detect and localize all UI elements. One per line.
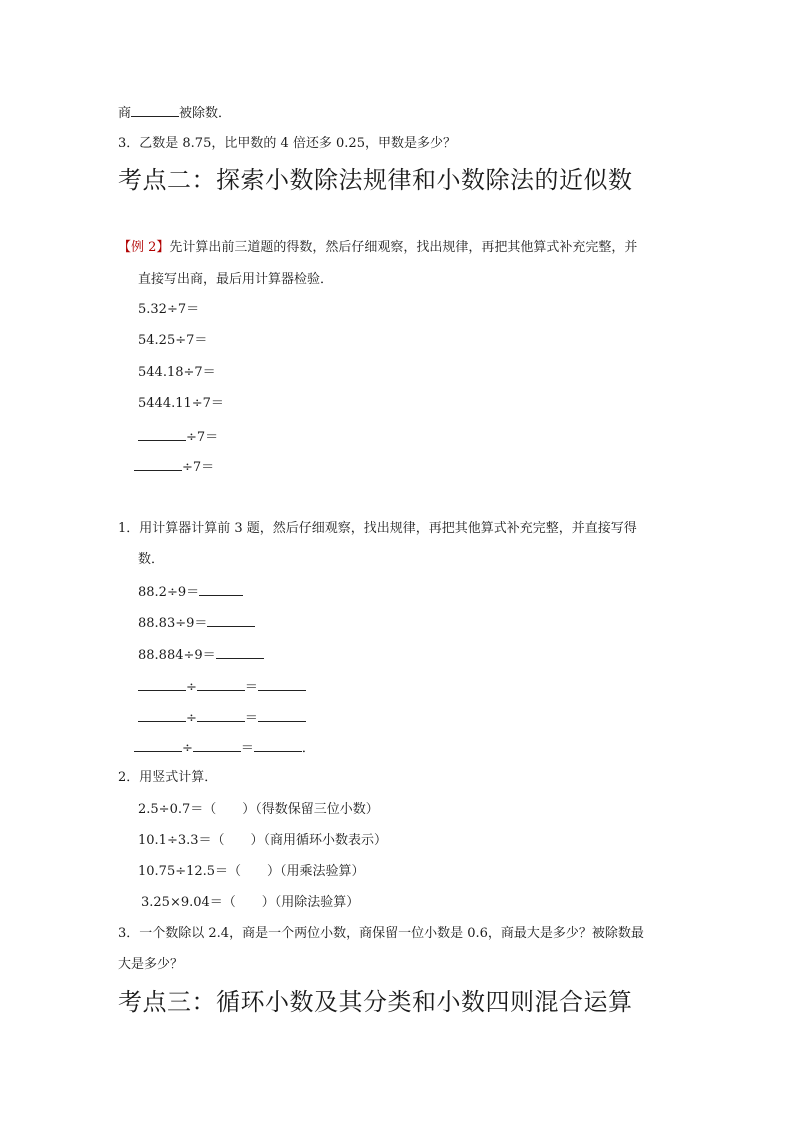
answer-blank[interactable] — [207, 614, 255, 627]
problem-3-line-2: 大是多少？ — [118, 957, 184, 972]
answer-blank[interactable] — [138, 428, 186, 441]
question-3: 3．乙数是 8.75，比甲数的 4 倍还多 0.25，甲数是多少？ — [118, 136, 456, 151]
operator: ＝ — [244, 711, 258, 726]
example-equation-5 — [138, 428, 218, 446]
line-quotient-vs-dividend — [118, 104, 231, 122]
equation-tail: ÷7＝ — [182, 460, 215, 475]
section-heading-2: 考点二：探索小数除法规律和小数除法的近似数 — [118, 166, 633, 194]
answer-blank[interactable] — [254, 739, 302, 752]
answer-blank[interactable] — [131, 104, 179, 117]
problem-2-item-4: 3.25×9.04＝（ ）（用除法验算） — [141, 895, 360, 910]
operator: ＝ — [240, 741, 254, 756]
operator: ÷ — [182, 741, 193, 756]
problem-2-title: 2．用竖式计算． — [118, 770, 218, 785]
problem-1-line-1: 1．用计算器计算前 3 题，然后仔细观察，找出规律，再把其他算式补充完整，并直接写得 — [118, 521, 637, 536]
equation-text: 88.2÷9＝ — [138, 585, 200, 600]
answer-blank[interactable] — [216, 646, 264, 659]
operator: ÷ — [186, 680, 197, 695]
operator: ÷ — [186, 711, 197, 726]
problem-1-equation-2 — [138, 614, 255, 632]
answer-blank[interactable] — [258, 678, 306, 691]
equation-tail: ÷7＝ — [186, 430, 219, 445]
equation-text: 88.884÷9＝ — [138, 648, 216, 663]
section-heading-3: 考点三：循环小数及其分类和小数四则混合运算 — [118, 988, 633, 1016]
problem-1-line-2: 数． — [138, 552, 165, 567]
problem-1-equation-1 — [138, 583, 243, 601]
example-equation-2: 54.25÷7＝ — [138, 333, 208, 348]
equation-text: 88.83÷9＝ — [138, 616, 208, 631]
problem-1-equation-3 — [138, 646, 264, 664]
problem-3-line-1: 3．一个数除以 2.4，商是一个两位小数，商保留一位小数是 0.6，商最大是多少？被除数最 — [118, 926, 644, 941]
answer-blank[interactable] — [258, 709, 306, 722]
answer-blank[interactable] — [199, 583, 243, 596]
answer-blank[interactable] — [138, 678, 186, 691]
example-equation-1: 5.32÷7＝ — [138, 302, 200, 317]
example-tag: 【例 2】 — [118, 240, 170, 255]
answer-blank[interactable] — [197, 678, 245, 691]
answer-blank[interactable] — [134, 739, 182, 752]
text-quotient: 商 — [118, 106, 132, 121]
period: ． — [301, 741, 315, 756]
answer-blank[interactable] — [193, 739, 241, 752]
problem-1-equation-5 — [138, 709, 306, 727]
example-equation-6 — [134, 458, 214, 476]
problem-2-item-1: 2.5÷0.7＝（ ）（得数保留三位小数） — [138, 802, 379, 817]
problem-1-equation-6 — [134, 739, 315, 757]
text-dividend: 被除数． — [179, 106, 232, 121]
answer-blank[interactable] — [134, 458, 182, 471]
example-2-line-2: 直接写出商，最后用计算器检验． — [138, 272, 334, 287]
answer-blank[interactable] — [197, 709, 245, 722]
example-text-1: 先计算出前三道题的得数，然后仔细观察，找出规律，再把其他算式补充完整，并 — [169, 240, 638, 255]
example-equation-3: 544.18÷7＝ — [138, 365, 216, 380]
operator: ＝ — [244, 680, 258, 695]
problem-1-equation-4 — [138, 678, 306, 696]
problem-2-item-2: 10.1÷3.3＝（ ）（商用循环小数表示） — [138, 833, 388, 848]
example-2-line-1 — [118, 240, 637, 256]
problem-2-item-3: 10.75÷12.5＝（ ）（用乘法验算） — [138, 864, 365, 879]
example-equation-4: 5444.11÷7＝ — [138, 396, 224, 411]
answer-blank[interactable] — [138, 709, 186, 722]
